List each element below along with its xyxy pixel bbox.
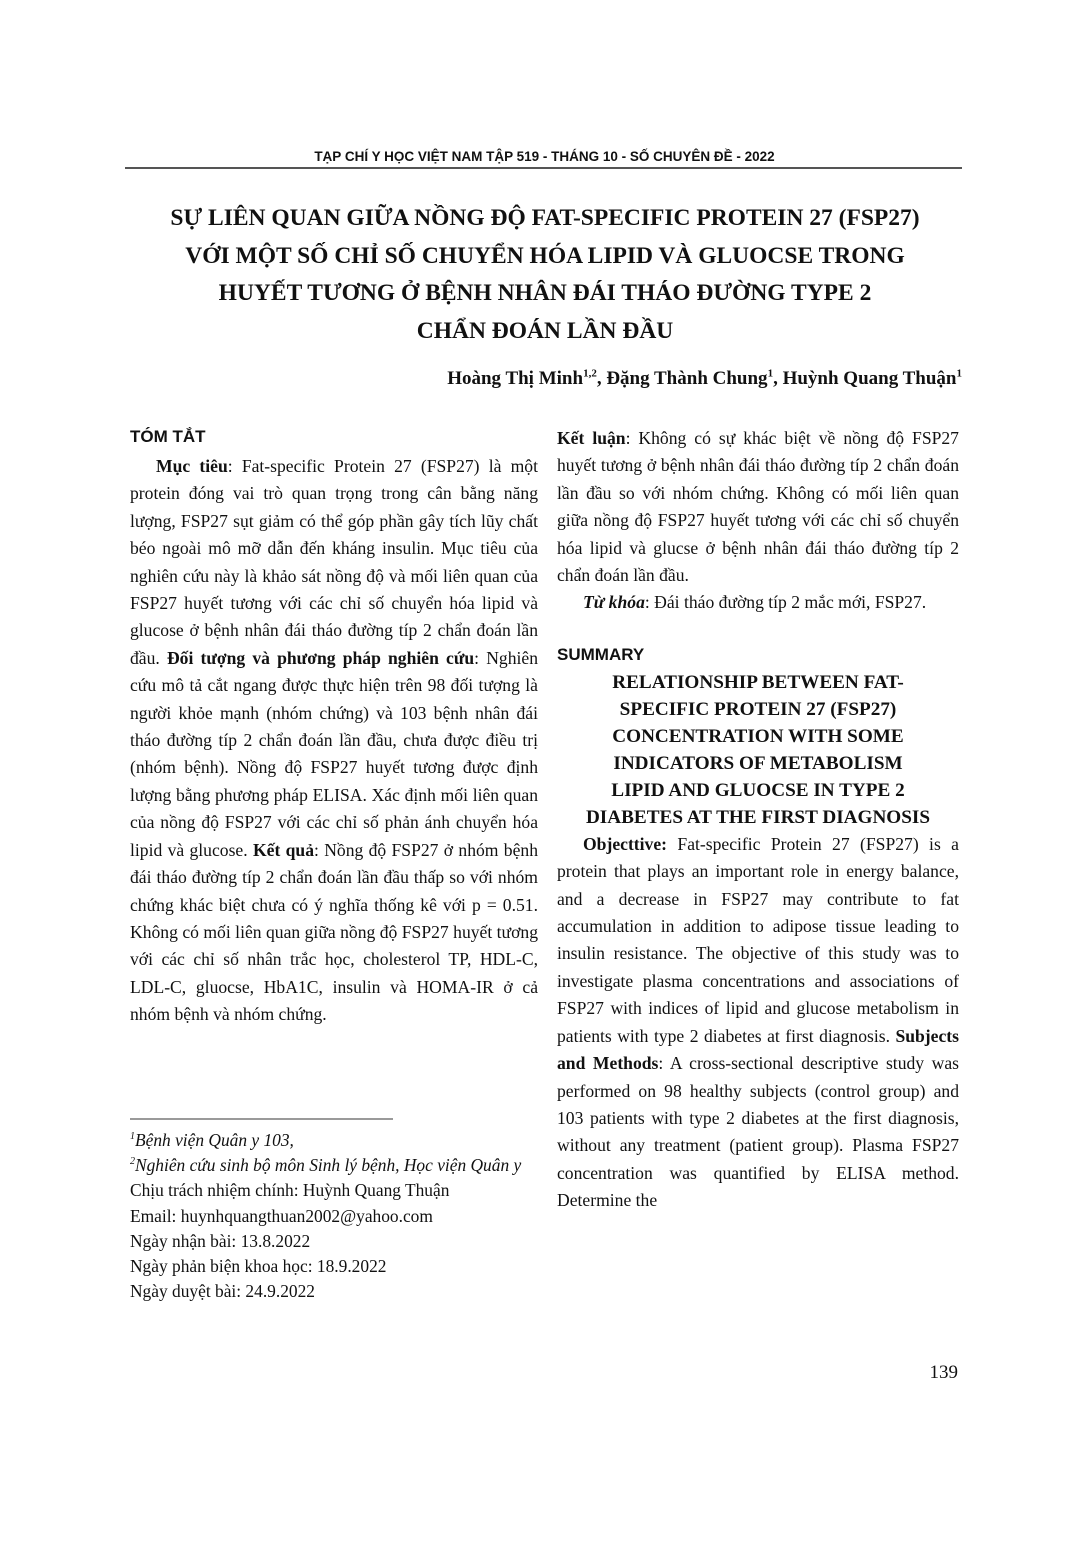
- abstract-vi-heading: TÓM TẮT: [130, 427, 206, 446]
- methods-label: Đối tượng và phương pháp nghiên cứu: [166, 647, 475, 668]
- author-separator: ,: [773, 368, 783, 389]
- methods-text: : Nghiên cứu mô tả cắt ngang được thực hiện trên 98 đối tượng là người khỏe mạnh (nhóm chứng) và 103 bệnh nhân đái tháo đường típ 2 chẩn đoán lần đầu, chưa được điều trị (nhóm bệnh). Nồng độ FSP27 huyết tương được định lượng bằng phương pháp ELISA. Xác định mối liên quan của nồng độ FSP27 với các chỉ số phản ánh chuyển hóa lipid và glucose.: [130, 647, 538, 860]
- affiliation-mark: 2: [130, 1156, 135, 1168]
- conclusion-text: : Không có sự khác biệt về nồng độ FSP27 huyết tương ở bệnh nhân đái tháo đường típ 2 chẩn đoán lần đầu so với nhóm chứng. Không có mối liên quan giữa nồng độ FSP27 huyết tương với các chỉ số chuyển hóa lipid và glucse ở bệnh nhân đái tháo đường típ 2 chẩn đoán lần đầu.: [557, 428, 959, 586]
- received-date: Ngày nhận bài: 13.8.2022: [130, 1230, 311, 1251]
- title-line: HUYẾT TƯƠNG Ở BỆNH NHÂN ĐÁI THÁO ĐƯỜNG TYPE 2: [218, 280, 872, 306]
- keywords-label: Từ khóa: [583, 592, 645, 613]
- page-number: 139: [929, 1362, 958, 1383]
- english-title-line: SPECIFIC PROTEIN 27 (FSP27): [619, 698, 897, 720]
- footnote-rule: [130, 1118, 393, 1120]
- english-title-line: INDICATORS OF METABOLISM: [613, 752, 903, 774]
- author-affiliation-mark: 1: [956, 367, 962, 380]
- affiliation-1: [130, 1128, 540, 1153]
- english-title: [557, 669, 959, 831]
- left-column: [130, 425, 538, 1029]
- contact-email[interactable]: Email: huynhquangthuan2002@yahoo.com: [130, 1205, 433, 1226]
- english-title-line: DIABETES AT THE FIRST DIAGNOSIS: [585, 806, 931, 828]
- keywords-text: : Đái tháo đường típ 2 mắc mới, FSP27.: [644, 592, 927, 613]
- methods-text-en: : A cross-sectional descriptive study was performed on 98 healthy subjects (control group) and 103 patients with type 2 diabetes at the first diagnosis, without any treatment (patient group). Plasma FSP27 concentration was quantified by ELISA method. Determine the: [557, 1053, 959, 1211]
- abstract-vi-continued: [557, 425, 959, 589]
- author-affiliation-mark: 1: [767, 367, 774, 380]
- affiliation-2: [130, 1153, 540, 1178]
- objective-label-en: Objecttive:: [583, 833, 668, 854]
- methods-label-en: Subjects and Methods: [557, 1025, 959, 1074]
- results-label: Kết quả: [252, 839, 314, 860]
- english-title-line: CONCENTRATION WITH SOME: [612, 725, 904, 747]
- abstract-en-body: [557, 831, 959, 1215]
- author-name: Huỳnh Quang Thuận: [782, 368, 957, 389]
- right-column: [557, 425, 959, 1215]
- author-name: Hoàng Thị Minh: [447, 368, 584, 389]
- summary-heading: SUMMARY: [557, 644, 645, 664]
- affiliation-text: Nghiên cứu sinh bộ môn Sinh lý bệnh, Học viện Quân y: [135, 1155, 522, 1176]
- header-rule: [125, 167, 962, 169]
- english-title-line: LIPID AND GLUOCSE IN TYPE 2: [611, 779, 905, 801]
- footnotes: [130, 1128, 540, 1304]
- results-text: : Nồng độ FSP27 ở nhóm bệnh đái tháo đường típ 2 chẩn đoán lần đầu thấp so với nhóm chứng khác biệt chưa có ý nghĩa thống kê với p = 0.51. Không có mối liên quan giữa nồng độ FSP27 huyết tương với các chỉ số nhân trắc học, cholesterol TP, HDL-C, LDL-C, gluocse, HbA1C, insulin và HOMA-IR ở cả nhóm bệnh và nhóm chứng.: [130, 839, 538, 1025]
- abstract-vi-body: [130, 453, 538, 1029]
- objective-text: : Fat-specific Protein 27 (FSP27) là một protein đóng vai trò quan trọng trong cân bằng năng lượng, FSP27 sụt giảm có thể góp phần gây tích lũy chất béo ngoài mô mỡ dẫn đến kháng insulin. Mục tiêu của nghiên cứu này là khảo sát nồng độ và mối liên quan của FSP27 huyết tương với các chỉ số chuyển hóa lipid và glucose ở bệnh nhân đái tháo đường típ 2 chẩn đoán lần đầu.: [130, 456, 538, 668]
- objective-text-en: Fat-specific Protein 27 (FSP27) is a protein that plays an important role in energy balance, and a decrease in FSP27 may contribute to fat accumulation in addition to adipose tissue leading to insulin resistance. The objective of this study was to investigate plasma concentrations and associations of FSP27 with indices of lipid and glucose metabolism in patients with type 2 diabetes at first diagnosis.: [557, 833, 959, 1046]
- title-line: CHẨN ĐOÁN LẦN ĐẦU: [416, 317, 674, 344]
- keywords: [557, 589, 959, 616]
- affiliation-text: Bệnh viện Quân y 103,: [135, 1130, 294, 1150]
- objective-label: Mục tiêu: [156, 456, 228, 476]
- author-list: [300, 368, 962, 390]
- title-line: SỰ LIÊN QUAN GIỮA NỒNG ĐỘ FAT-SPECIFIC PROTEIN 27 (FSP27): [170, 205, 920, 231]
- author-name: Đặng Thành Chung: [606, 368, 768, 389]
- title-line: VỚI MỘT SỐ CHỈ SỐ CHUYỂN HÓA LIPID VÀ GLUOCSE TRONG: [185, 242, 905, 269]
- affiliation-mark: 1: [130, 1131, 135, 1143]
- english-title-line: RELATIONSHIP BETWEEN FAT-: [612, 671, 904, 693]
- running-head: TẠP CHÍ Y HỌC VIỆT NAM TẬP 519 - THÁNG 10 - SỐ CHUYÊN ĐỀ - 2022: [314, 149, 775, 164]
- author-separator: ,: [596, 368, 607, 389]
- review-date: Ngày phản biện khoa học: 18.9.2022: [130, 1256, 387, 1277]
- conclusion-label: Kết luận: [557, 428, 626, 448]
- accepted-date: Ngày duyệt bài: 24.9.2022: [130, 1281, 315, 1302]
- corresponding-author: Chịu trách nhiệm chính: Huỳnh Quang Thuận: [130, 1180, 450, 1201]
- author-affiliation-mark: 1,2: [583, 367, 597, 380]
- article-title: [140, 200, 950, 350]
